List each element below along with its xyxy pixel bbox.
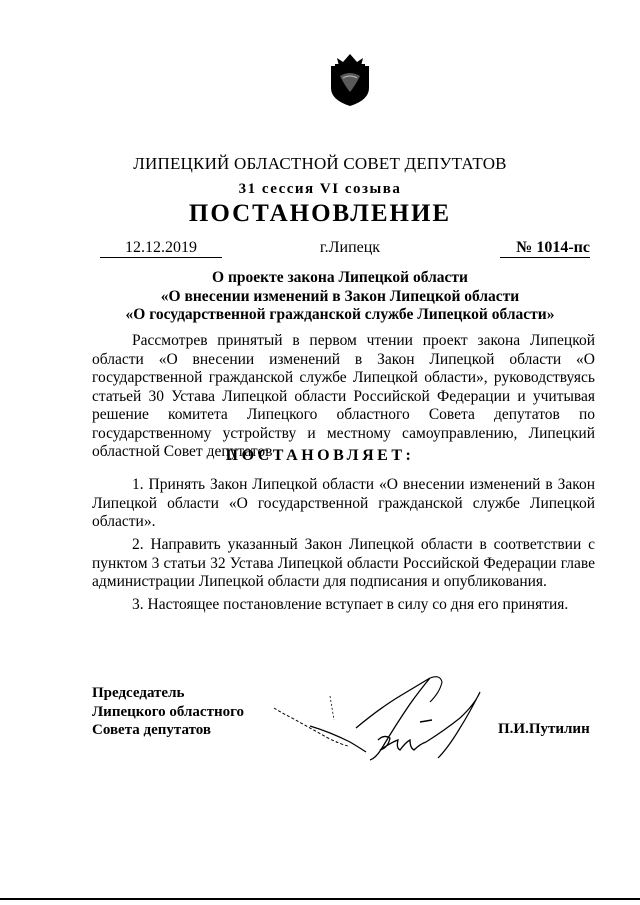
title-line-3: «О государственной гражданской службе Липецкой области» xyxy=(125,306,555,323)
item-1-paragraph: 1. Принять Закон Липецкой области «О внесении изменений в Закон Липецкой области «О государственной гражданской службе Липецкой области». xyxy=(92,476,595,530)
title-line-1: О проекте закона Липецкой области xyxy=(212,269,468,286)
position-line-3: Совета депутатов xyxy=(92,722,211,738)
document-number: № 1014-пс xyxy=(500,238,590,258)
signatory-position xyxy=(92,684,244,740)
council-name: ЛИПЕЦКИЙ ОБЛАСТНОЙ СОВЕТ ДЕПУТАТОВ xyxy=(133,154,507,173)
position-line-1: Председатель xyxy=(92,685,185,701)
document-title xyxy=(90,269,590,325)
item-2-paragraph: 2. Направить указанный Закон Липецкой области в соответствии с пунктом 3 статьи 32 Устава Липецкой области Российской Федерации главе администрации Липецкой области для подписания и опубликования. xyxy=(92,536,595,590)
position-line-2: Липецкого областного xyxy=(92,703,245,720)
handwritten-signature xyxy=(270,668,500,778)
item-3-paragraph: 3. Настоящее постановление вступает в силу со дня его принятия. xyxy=(132,596,569,613)
signatory-name: П.И.Путилин xyxy=(498,721,590,737)
title-line-2: «О внесении изменений в Закон Липецкой области xyxy=(160,287,520,305)
document-type-heading: ПОСТАНОВЛЕНИЕ xyxy=(188,200,452,227)
document-city: г.Липецк xyxy=(319,239,381,256)
coat-of-arms-icon xyxy=(325,52,375,108)
page-bottom-border xyxy=(0,898,640,900)
document-date: 12.12.2019 xyxy=(100,238,222,258)
session-label: 31 сессия VI созыва xyxy=(238,181,402,197)
preamble-paragraph: Рассмотрев принятый в первом чтении проект закона Липецкой области «О внесении изменений в Закон Липецкой области «О государственной гражданской службе Липецкой области», руководствуясь статьей 30 Устава Липецкой области Российской Федерации и учитывая решение комитета Липецкого областного Совета депутатов по государственному устройству и местному самоуправлению, Липецкий областной Совет депутатов xyxy=(92,332,595,460)
resolves-heading: ПОСТАНОВЛЯЕТ: xyxy=(225,447,415,464)
